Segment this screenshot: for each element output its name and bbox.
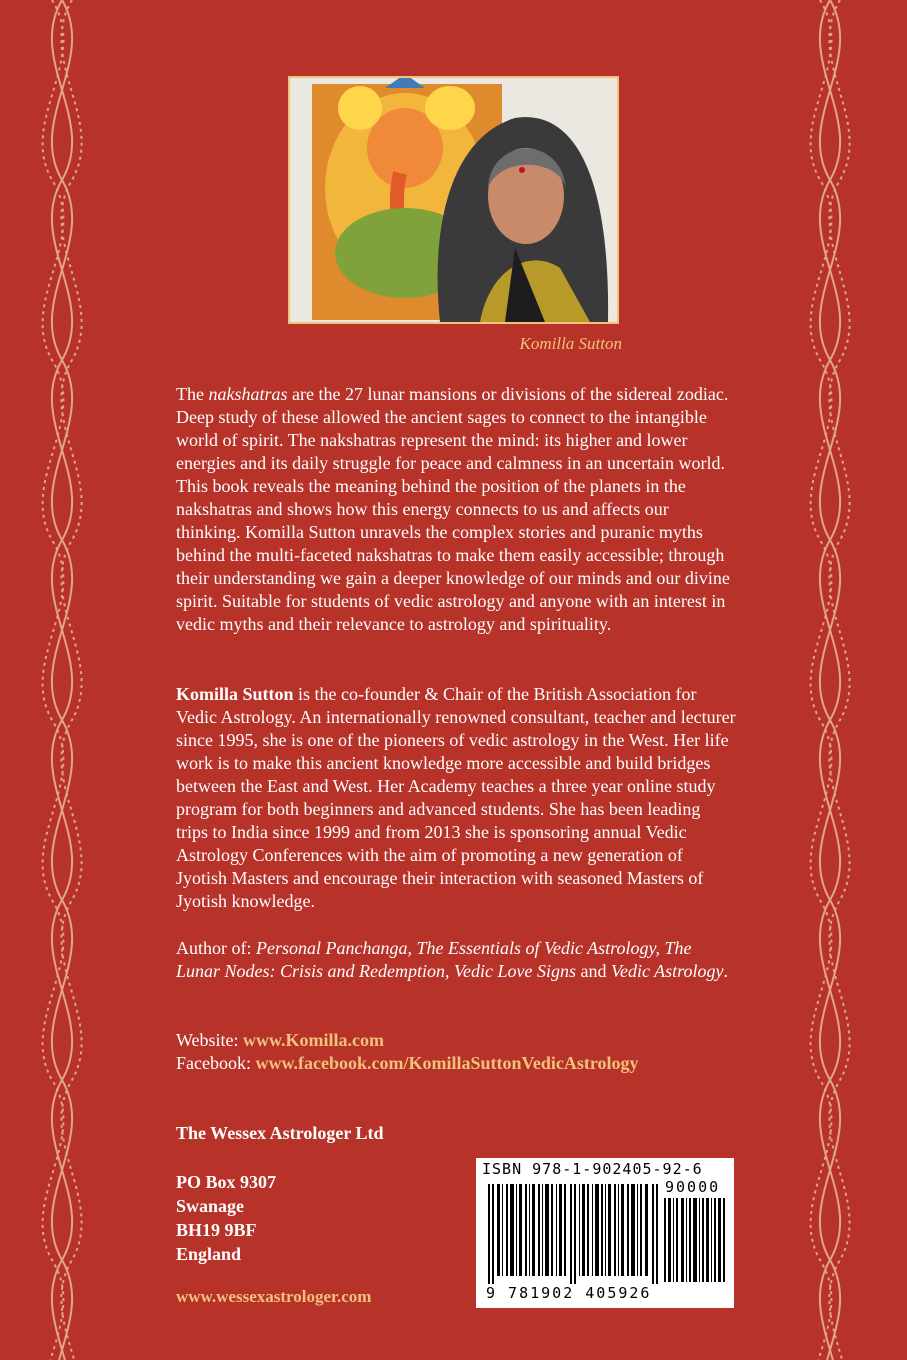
address-line: Swanage [176, 1196, 245, 1216]
website-link[interactable]: www.Komilla.com [243, 1030, 385, 1050]
author-photo-illustration [290, 78, 617, 322]
publisher-website-link[interactable]: www.wessexastrologer.com [176, 1287, 372, 1306]
ean-number: 9 781902 405926 [486, 1284, 652, 1302]
photo-caption: Komilla Sutton [519, 334, 622, 353]
author-bio [176, 683, 736, 913]
isbn-label: ISBN 978-1-902405-92-6 [482, 1160, 703, 1178]
author-links [176, 1029, 736, 1075]
author-of [176, 937, 736, 983]
bio-name: Komilla Sutton [176, 684, 294, 704]
right-paisley-border [790, 0, 870, 1360]
author-of-and: and [575, 961, 611, 981]
bio-text: is the co-founder & Chair of the British Association for Vedic Astrology. An internationally renowned consultant, teacher and lecturer since 1995, she is one of the pioneers of vedic astrology in the West. Her life work is to make this ancient knowledge more accessible and build bridges between the East and West. Her Academy teaches a three year online study program for both beginners and advanced students. She has been leading trips to India since 1999 and from 2013 she is sponsoring annual Vedic Astrology Conferences with the aim of promoting a new generation of Jyotish Masters and encourage their interaction with seasoned Masters of Jyotish knowledge. [176, 684, 736, 911]
author-of-titles: Personal Panchanga, The Essentials of Vedic Astrology, The Lunar Nodes: Crisis and Redemption, Vedic Love Signs [176, 938, 692, 981]
facebook-link[interactable]: www.facebook.com/KomillaSuttonVedicAstrology [255, 1053, 639, 1073]
isbn-barcode [476, 1158, 734, 1308]
book-description [176, 383, 736, 636]
facebook-line [176, 1052, 736, 1075]
facebook-label: Facebook: [176, 1053, 256, 1073]
address-line: PO Box 9307 [176, 1172, 277, 1192]
description-pre: The [176, 384, 209, 404]
barcode-addon-number: 90000 [665, 1178, 721, 1196]
description-body: are the 27 lunar mansions or divisions of the sidereal zodiac. Deep study of these allowed the ancient sages to connect to the intangible world of spirit. The nakshatras represent the mind: its higher and lower energies and its daily struggle for peace and calmness in an uncertain world. This book reveals the meaning behind the position of the planets in the nakshatras and shows how this energy connects to us and affects our thinking. Komilla Sutton unravels the complex stories and puranic myths behind the multi-faceted nakshatras to make them easily accessible; through their understanding we gain a deeper knowledge of our minds and our divine spirit. Suitable for students of vedic astrology and anyone with an interest in vedic myths and their relevance to astrology and spirituality. [176, 384, 730, 634]
website-line [176, 1029, 736, 1052]
publisher-address [176, 1170, 276, 1266]
description-italic-term: nakshatras [208, 384, 288, 404]
author-of-prefix: Author of: [176, 938, 256, 958]
address-line: BH19 9BF [176, 1220, 257, 1240]
ean-bars [486, 1184, 660, 1284]
author-of-end: . [723, 961, 728, 981]
website-label: Website: [176, 1030, 244, 1050]
addon-bars [664, 1198, 726, 1282]
author-photo [288, 76, 619, 324]
address-line: England [176, 1244, 242, 1264]
author-of-last-title: Vedic Astrology [610, 961, 724, 981]
left-paisley-border [22, 0, 102, 1360]
publisher-name: The Wessex Astrologer Ltd [176, 1123, 384, 1143]
